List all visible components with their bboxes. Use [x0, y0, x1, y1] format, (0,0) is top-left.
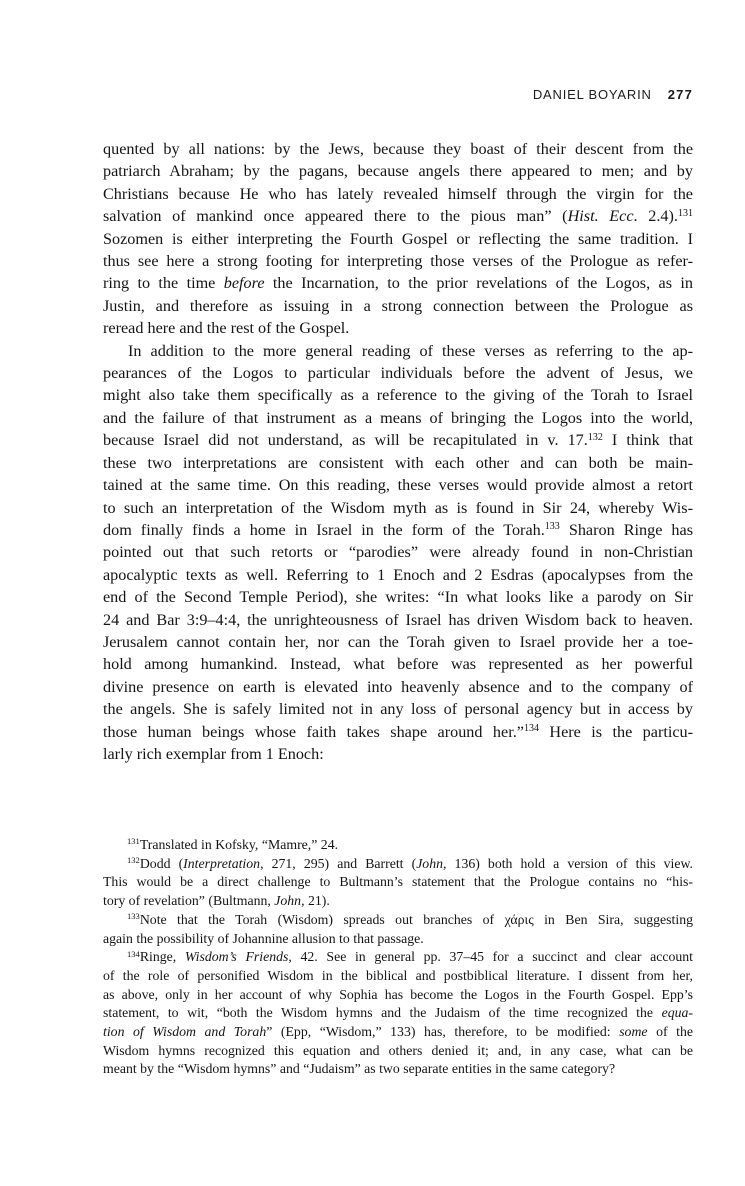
text-line: as above, only in her account of why Sophia has become the Logos in the Fourth Gospel. Epp’s [103, 986, 693, 1002]
text-line: $^{133}$Note that the Torah (Wisdom) spreads out branches of χάρις in Ben Sira, suggesting [127, 911, 693, 927]
text-line: Christians because He who has lately revealed himself through the virgin for the [103, 184, 693, 203]
text-line: apocalyptic texts as well. Referring to 1 Enoch and 2 Esdras (apocalypses from the [103, 565, 693, 584]
text-line: pearances of the Logos to particular individuals before the advent of Jesus, we [103, 364, 693, 383]
text-line: Sozomen is either interpreting the Fourth Gospel or reflecting the same tradition. I [103, 229, 693, 248]
text-line: This would be a direct challenge to Bultmann’s statement that the Prologue contains no “his- [103, 874, 693, 890]
text-line: $^{131}$Translated in Kofsky, “Mamre,” 24. [127, 836, 339, 852]
text-line: Jerusalem cannot contain her, nor can the Torah given to Israel provide her a toe- [103, 632, 693, 651]
text-line: tained at the same time. On this reading, these verses would provide almost a retort [103, 476, 693, 495]
paragraph-2 [103, 340, 693, 766]
footnote-134 [103, 948, 693, 1079]
page-header [103, 87, 693, 102]
text-line: those human beings whose faith takes shape around her.”$^{134}$ Here is the particu- [103, 722, 694, 741]
paragraph-1 [103, 138, 693, 340]
text-line: and the failure of that instrument as a means of bringing the Logos into the world, [103, 408, 693, 427]
text-line: divine presence on earth is elevated into heavenly absence and to the company of [103, 677, 693, 696]
text-line: to such an interpretation of the Wisdom myth as is found in Sir 24, whereby Wis- [103, 498, 693, 517]
text-line: 24 and Bar 3:9–4:4, the unrighteousness of Israel has driven Wisdom back to heaven. [103, 610, 693, 629]
footnote-133 [103, 911, 693, 948]
text-line: might also take them specifically as a reference to the giving of the Torah to Israel [103, 386, 693, 405]
text-line: hold among humankind. Instead, what before was represented as her powerful [103, 655, 693, 674]
text-line: of the role of personified Wisdom in the biblical and postbiblical literature. I dissent from her, [103, 967, 693, 983]
page-number: 277 [667, 87, 693, 102]
text-line: salvation of mankind once appeared there to the pious man” (Hist. Ecc. 2.4).$^{131}$ [103, 207, 693, 226]
text-line: again the possibility of Johannine allusion to that passage. [103, 930, 424, 946]
text-line: dom finally finds a home in Israel in the form of the Torah.$^{133}$ Sharon Ringe has [103, 520, 693, 539]
text-line: reread here and the rest of the Gospel. [103, 319, 350, 338]
text-line: pointed out that such retorts or “parodies” were already found in non-Christian [103, 543, 693, 562]
footnotes-section [103, 836, 693, 1079]
text-line: thus see here a strong footing for interpreting those verses of the Prologue as refer- [103, 252, 693, 271]
text-line: tion of Wisdom and Torah” (Epp, “Wisdom,” 133) has, therefore, to be modified: some of the [103, 1024, 693, 1040]
text-line: end of the Second Temple Period), she writes: “In what looks like a parody on Sir [103, 588, 693, 607]
footnote-132 [103, 855, 693, 911]
text-line: In addition to the more general reading of these verses as referring to the ap- [128, 341, 693, 360]
text-line: larly rich exemplar from 1 Enoch: [103, 744, 324, 763]
text-line: $^{132}$Dodd (Interpretation, 271, 295) and Barrett (John, 136) both hold a version of this view. [127, 855, 693, 871]
footnote-131 [103, 836, 693, 855]
text-line: these two interpretations are consistent with each other and can both be main- [103, 453, 693, 472]
text-line: Wisdom hymns recognized this equation and others denied it; and, in any case, what can be [103, 1042, 693, 1058]
text-line: $^{134}$Ringe, Wisdom’s Friends, 42. See in general pp. 37–45 for a succinct and clear account [127, 948, 694, 965]
text-line: meant by the “Wisdom hymns” and “Judaism” as two separate entities in the same category? [103, 1061, 616, 1077]
text-line: quented by all nations: by the Jews, because they boast of their descent from the [103, 140, 693, 158]
text-line: patriarch Abraham; by the pagans, because angels there appeared to men; and by [103, 162, 693, 181]
text-line: ring to the time before the Incarnation, to the prior revelations of the Logos, as in [103, 274, 694, 293]
text-line: tory of revelation” (Bultmann, John, 21). [103, 893, 330, 909]
text-line: because Israel did not understand, as will be recapitulated in v. 17.$^{132}$ I think that [103, 431, 694, 450]
running-head-author: DANIEL BOYARIN [532, 87, 652, 102]
body-text [103, 138, 693, 765]
text-line: Justin, and therefore as issuing in a strong connection between the Prologue as [103, 296, 693, 315]
text-line: the angels. She is safely limited not in any loss of personal agency but in access by [103, 700, 693, 719]
text-line: statement, to wit, “both the Wisdom hymns and the Judaism of the time recognized the equa- [103, 1005, 693, 1021]
